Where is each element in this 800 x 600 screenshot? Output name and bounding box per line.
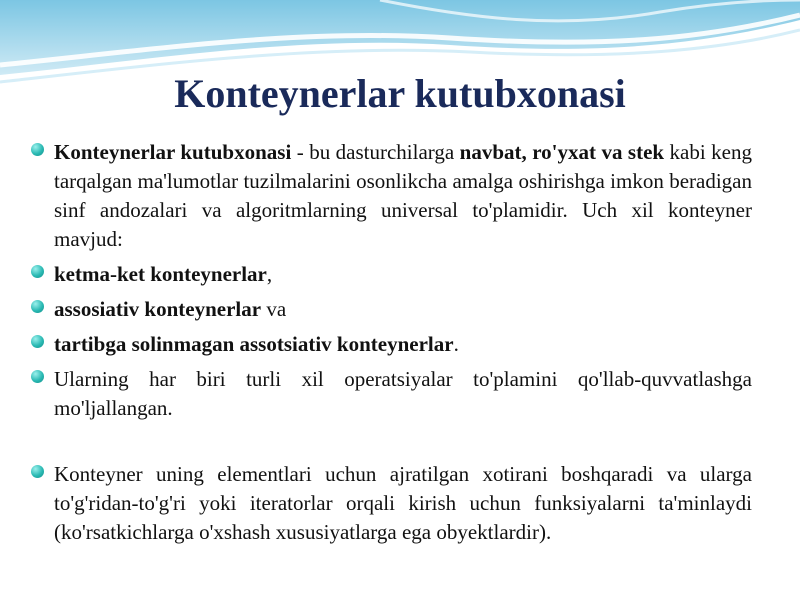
bullet-list — [28, 138, 752, 547]
text: , — [266, 262, 273, 286]
bold-text: tartibga solinmagan assotsiativ konteynerlar — [54, 332, 454, 356]
text: Ularning har biri turli xil operatsiyalar to'plamini qo'llab-quvvatlashga mo'ljallangan. — [54, 367, 752, 420]
list-item — [28, 260, 752, 289]
list-item — [28, 365, 752, 423]
list-item — [28, 330, 752, 359]
text: . — [453, 332, 459, 356]
bullet-dot-icon — [31, 300, 44, 313]
bullet-dot-icon — [31, 465, 44, 478]
text: Konteyner uning elementlari uchun ajratilgan xotirani boshqaradi va ularga to'g'ridan-to'g'ri yoki iteratorlar orqali kirish uchun funksiyalarni ta'minlaydi (ko'rsatkichlarga o'xshash xususiyatlarga ega obyektlardir). — [54, 462, 752, 544]
list-item — [28, 295, 752, 324]
text: va — [261, 297, 287, 321]
bold-text: ketma-ket konteynerlar — [54, 262, 267, 286]
bullet-dot-icon — [31, 265, 44, 278]
list-item — [28, 138, 752, 254]
text: kabi keng tarqalgan ma'lumotlar tuzilmalarini osonlikcha amalga oshirishga imkon beradigan sinf andozalari va algoritmlarning universal to'plamidir. Uch xil konteyner mavjud: — [54, 140, 752, 251]
bullet-dot-icon — [31, 335, 44, 348]
bullet-dot-icon — [31, 143, 44, 156]
bold-text: navbat, ro'yxat va stek — [459, 140, 665, 164]
list-item — [28, 460, 752, 547]
text: - bu dasturchilarga — [291, 140, 460, 164]
bullet-dot-icon — [31, 370, 44, 383]
page-title: Konteynerlar kutubxonasi — [174, 71, 626, 116]
bold-text: Konteynerlar kutubxonasi — [54, 140, 292, 164]
bold-text: assosiativ konteynerlar — [54, 297, 262, 321]
